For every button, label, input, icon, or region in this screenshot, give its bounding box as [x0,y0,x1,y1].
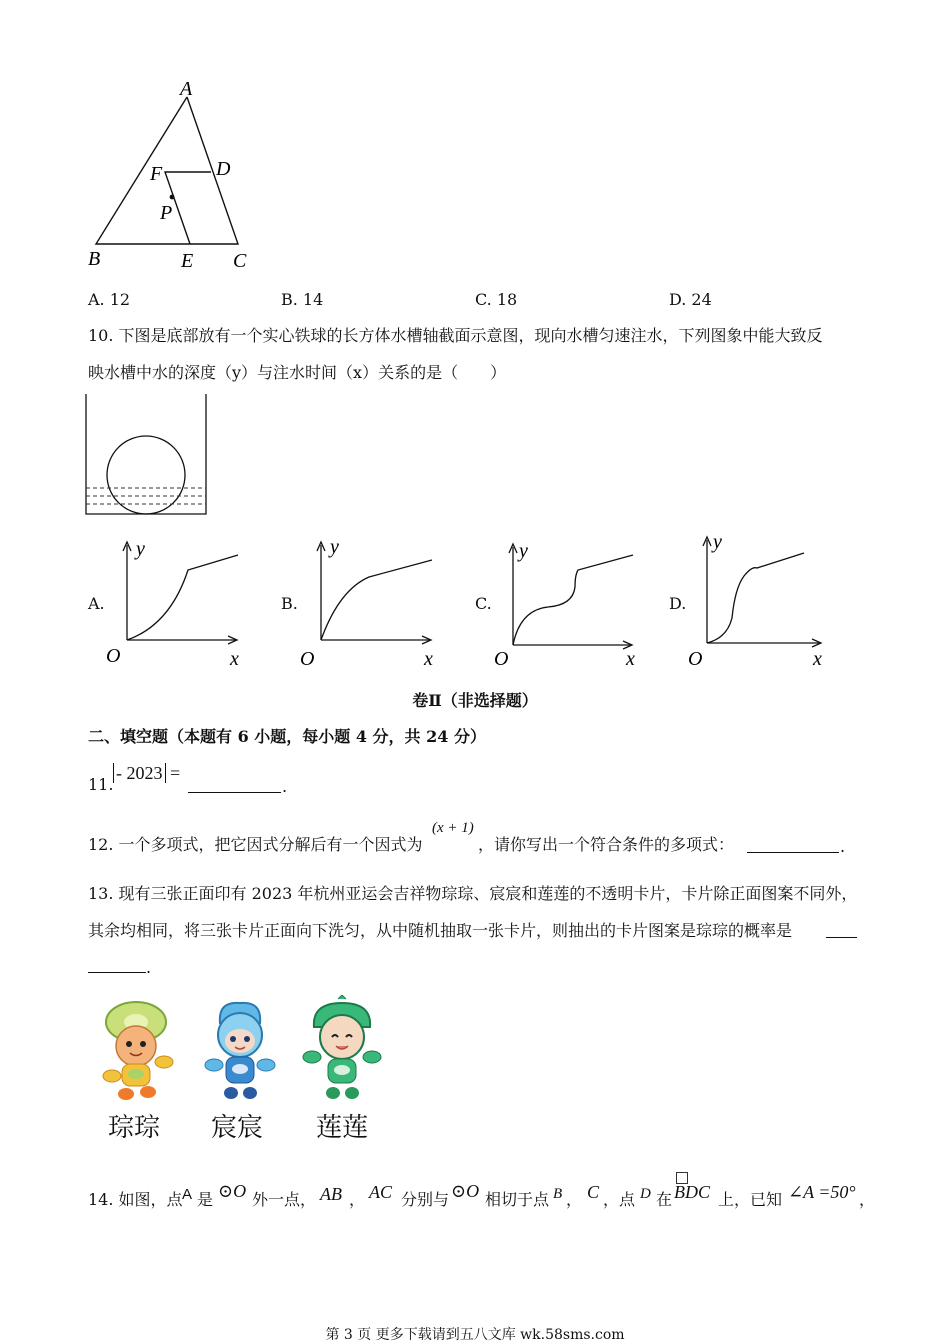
q14-sep2: ， [566,1190,583,1209]
q11-equals: = [170,763,181,783]
q10-graph-label-d: D. [669,594,687,613]
q12-end: . [840,837,846,856]
q9-option-d: D. 24 [669,290,712,309]
graph-c-curve [513,555,633,645]
graph-b-y: y [330,536,339,558]
q14-point-b: B [553,1186,563,1202]
graph-c-x: x [626,648,635,670]
mascot-lianlian-image [300,995,385,1103]
mascot-chenchen-image [200,995,280,1103]
q14-point-d: D [640,1186,651,1202]
graph-c [488,535,643,673]
mascot-label-chenchen: 宸宸 [211,1113,264,1143]
q12-answer-blank[interactable] [747,838,839,853]
q11-end: . [282,777,288,796]
graph-c-y: y [519,540,528,562]
q14-point-c: C [587,1182,600,1202]
graph-b-curve [321,560,432,640]
q14-part5: 相切于点 [485,1190,550,1209]
label-p: P [160,202,173,224]
graph-d-origin: O [688,648,703,670]
q10-graph-label-c: C. [475,594,492,613]
q11-number: 11. [88,775,114,794]
q14-ab: AB [320,1184,342,1204]
q10-line1: 10. 下图是底部放有一个实心铁球的长方体水槽轴截面示意图，现向水槽匀速注水，下列图象中能大致反 [88,326,823,345]
q14-part7: 在 [656,1190,673,1209]
section2-heading: 二、填空题（本题有 6 小题，每小题 4 分，共 24 分） [88,727,486,746]
water-tank-figure [80,390,215,520]
q12-text2: ，请你写出一个符合条件的多项式： [478,835,735,854]
q9-option-b: B. 14 [281,290,324,309]
point-p-dot [170,195,175,200]
q14-circle-o-1: ⊙O [218,1181,247,1201]
label-e: E [181,250,194,272]
q14-circle-o-2: ⊙O [451,1181,480,1201]
page-footer: 第 3 页 更多下载请到五八文库 wk.58sms.com [325,1327,625,1343]
graph-c-origin: O [494,648,509,670]
q11-abs-expression [113,763,180,784]
q11-answer-blank[interactable] [188,778,281,793]
graph-a [100,535,250,673]
graph-d-y: y [713,531,722,553]
q13-line1: 13. 现有三张正面印有 2023 年杭州亚运会吉祥物琮琮、宸宸和莲莲的不透明卡片，卡片除正面图案不同外， [88,884,858,903]
q14-point-a: A [182,1186,193,1203]
q10-line2: 映水槽中水的深度（y）与注水时间（x）关系的是（ ） [88,363,507,382]
label-f: F [150,163,163,185]
q14-part8: 上，已知 [718,1190,783,1209]
q14-angle: ∠A =50° [788,1182,856,1202]
mascot-label-lianlian: 莲莲 [316,1113,369,1143]
q14-part2: 是 [197,1190,214,1209]
label-b: B [88,248,101,270]
q14-part6: ，点 [603,1190,636,1209]
q13-line2: 其余均相同，将三张卡片正面向下洗匀，从中随机抽取一张卡片，则抽出的卡片图案是琮琮的概率是 [88,921,793,940]
q14-part4: 分别与 [401,1190,450,1209]
q9-option-c: C. 18 [475,290,518,309]
q14-part1: 14. 如图，点 [88,1190,183,1209]
graph-b [294,535,444,673]
graph-b-origin: O [300,648,315,670]
label-a: A [180,78,193,100]
q14-end: ， [859,1190,876,1209]
mascot-congcong-image [92,998,182,1103]
q13-answer-blank-a[interactable] [826,923,857,938]
label-c: C [233,250,247,272]
q10-graph-label-a: A. [88,594,105,613]
q14-part3: 外一点， [252,1190,317,1209]
iron-ball [107,436,185,514]
q12-factor: (x + 1) [432,820,474,836]
triangle-figure [80,75,260,275]
graph-a-origin: O [106,645,121,667]
graph-d-curve [707,553,804,643]
vol2-title: 卷Ⅱ（非选择题） [412,691,538,710]
graph-b-x: x [424,648,433,670]
q11-abs-value: - 2023 [113,763,166,783]
mascot-label-congcong: 琮琮 [108,1113,161,1143]
q14-arc-bdc: BDC [674,1182,710,1202]
graph-a-y: y [136,538,145,560]
graph-a-curve [127,555,238,640]
q12-text: 12. 一个多项式，把它因式分解后有一个因式为 [88,835,423,854]
graph-d [682,528,837,673]
q14-ac: AC [369,1182,393,1202]
q14-sep1: ， [349,1190,366,1209]
q13-end: . [146,958,152,977]
q13-answer-blank-b[interactable] [88,958,146,973]
label-d: D [216,158,231,180]
q10-graph-label-b: B. [281,594,298,613]
q9-option-a: A. 12 [88,290,131,309]
graph-d-x: x [813,648,822,670]
graph-a-x: x [230,648,239,670]
